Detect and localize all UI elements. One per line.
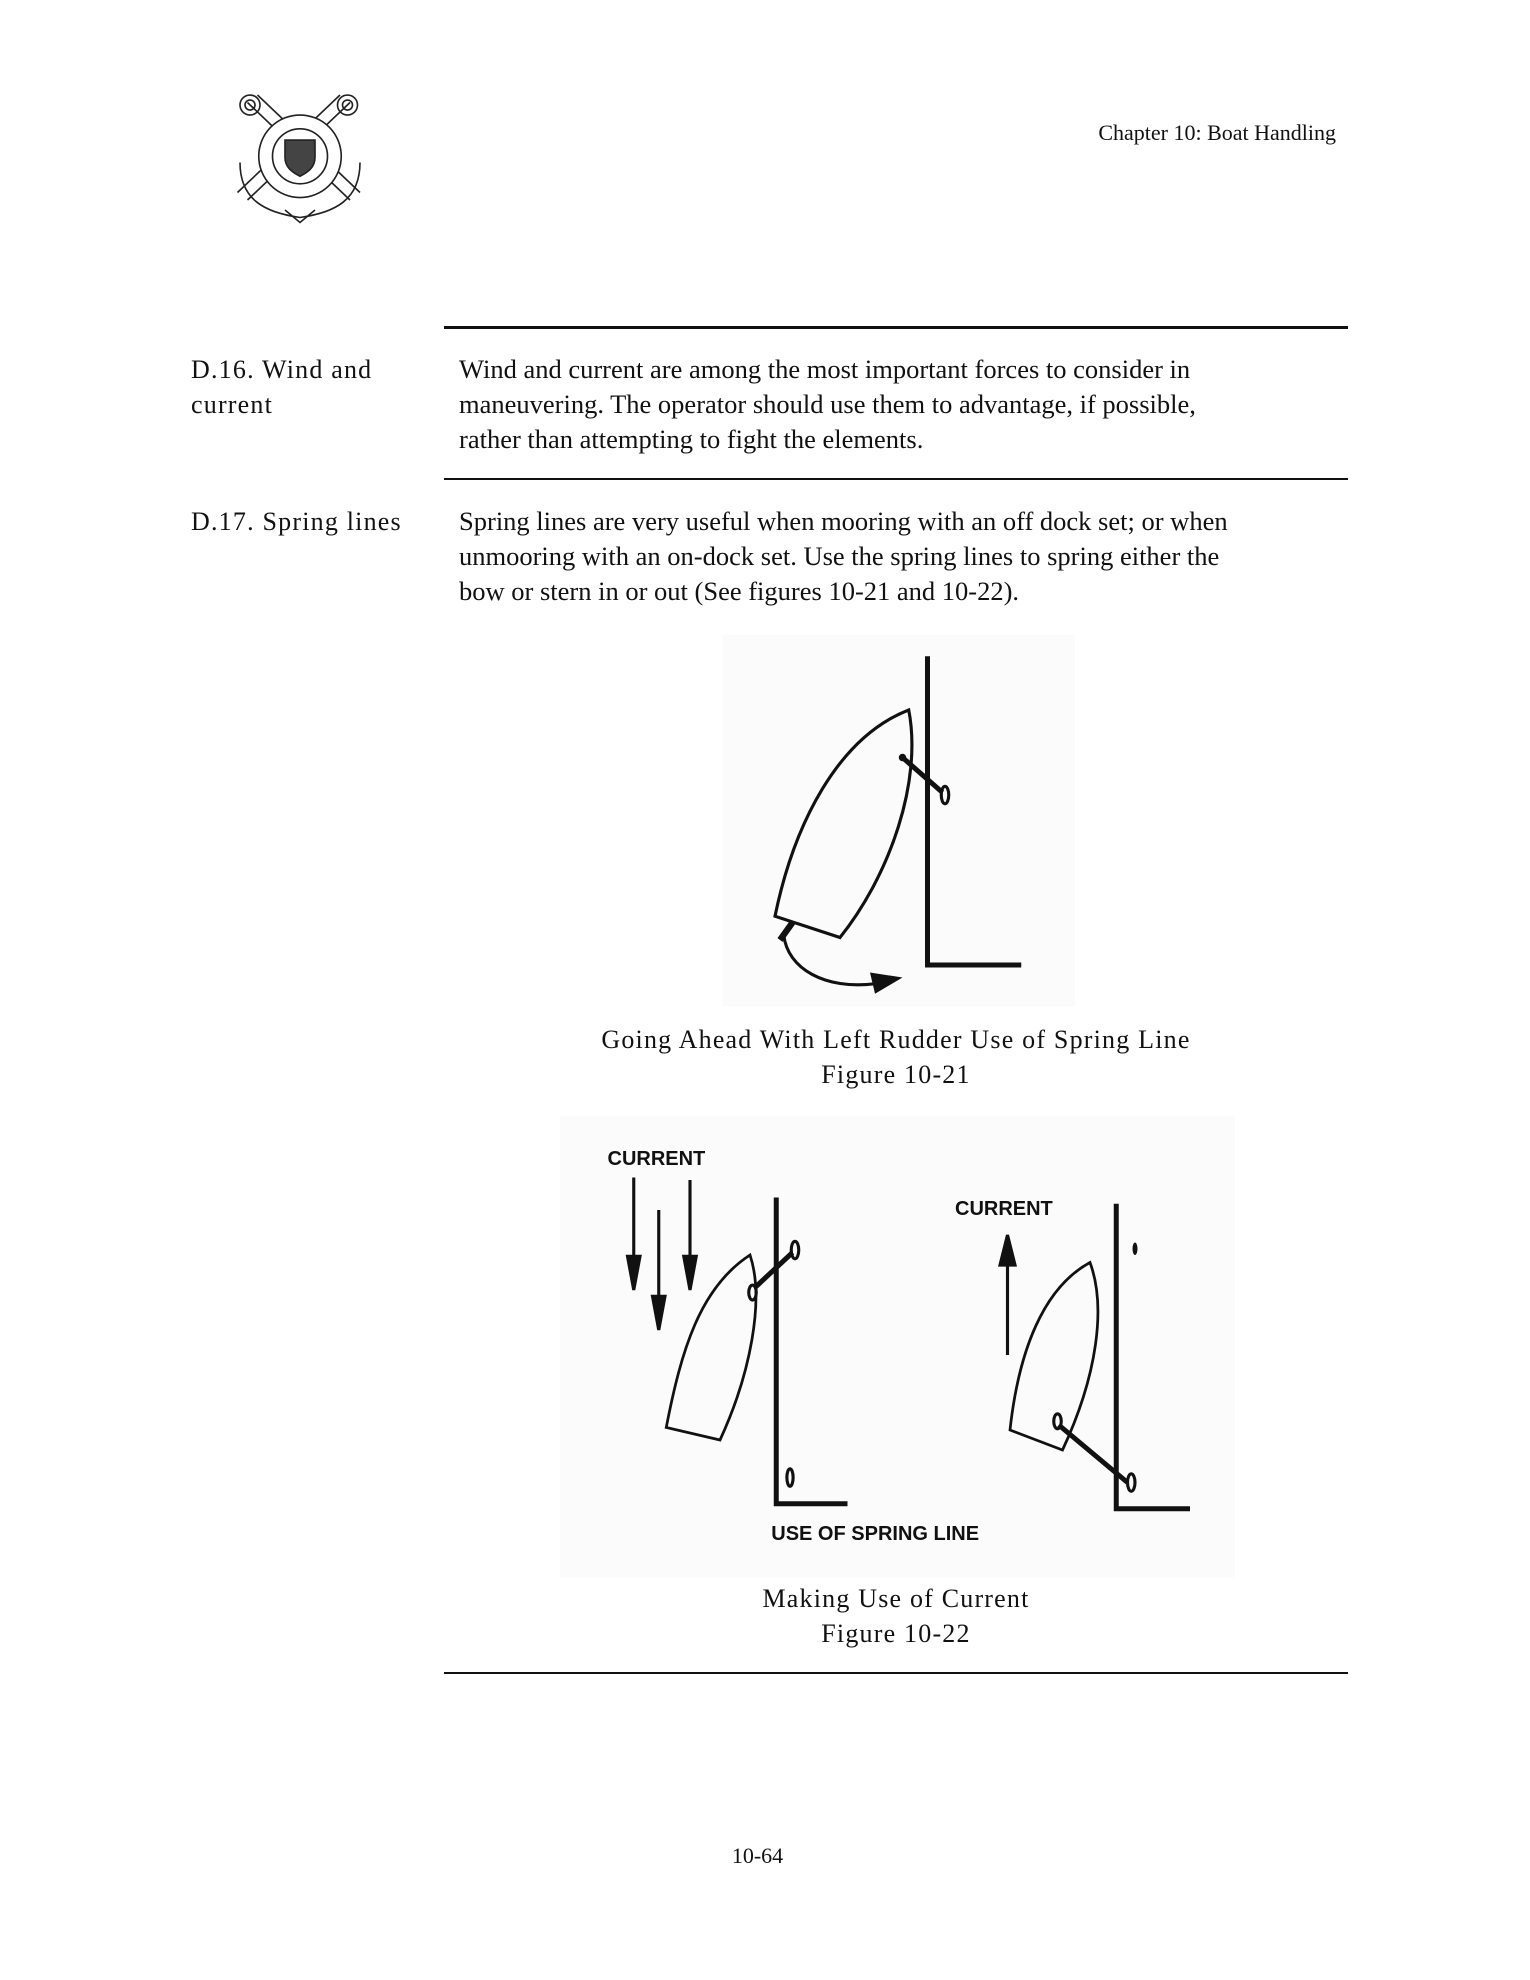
body-line: maneuvering. The operator should use them to advantage, if possible, bbox=[459, 389, 1196, 419]
body-line: Spring lines are very useful when mooring with an off dock set; or when bbox=[459, 506, 1228, 536]
body-line: unmooring with an on-dock set. Use the spring lines to spring either the bbox=[459, 541, 1220, 571]
caption-title: Going Ahead With Left Rudder Use of Spring Line bbox=[601, 1025, 1191, 1054]
caption-title: Making Use of Current bbox=[762, 1584, 1030, 1613]
chapter-header: Chapter 10: Boat Handling bbox=[1098, 120, 1336, 145]
section-label-d17: D.17. Spring lines bbox=[191, 507, 402, 536]
coast-guard-seal-logo bbox=[238, 95, 361, 223]
current-label-left: CURRENT bbox=[607, 1148, 706, 1170]
section-body-d17 bbox=[459, 504, 1349, 609]
figure-number: Figure 10-21 bbox=[821, 1060, 971, 1089]
section-rule-top bbox=[444, 326, 1348, 329]
page-number: 10-64 bbox=[731, 1843, 784, 1868]
current-label-right: CURRENT bbox=[955, 1198, 1053, 1220]
section-label-d16 bbox=[191, 352, 372, 422]
figure-10-21-caption bbox=[444, 1022, 1348, 1092]
use-of-spring-line-label: USE OF SPRING LINE bbox=[771, 1523, 980, 1545]
figure-number: Figure 10-22 bbox=[821, 1619, 971, 1648]
section-body-d16 bbox=[459, 352, 1349, 457]
figure-10-21-diagram bbox=[723, 635, 1076, 1006]
section-divider bbox=[444, 478, 1348, 480]
figure-10-22-diagram bbox=[560, 1116, 1235, 1577]
label-line: D.16. Wind and bbox=[191, 355, 373, 384]
section-rule-bottom bbox=[444, 1672, 1348, 1674]
body-line: Wind and current are among the most important forces to consider in bbox=[459, 354, 1191, 384]
body-line: bow or stern in or out (See figures 10-21 and 10-22). bbox=[459, 576, 1020, 606]
figure-10-22-caption bbox=[444, 1581, 1348, 1651]
body-line: rather than attempting to fight the elements. bbox=[459, 424, 924, 454]
label-line: current bbox=[191, 390, 274, 419]
